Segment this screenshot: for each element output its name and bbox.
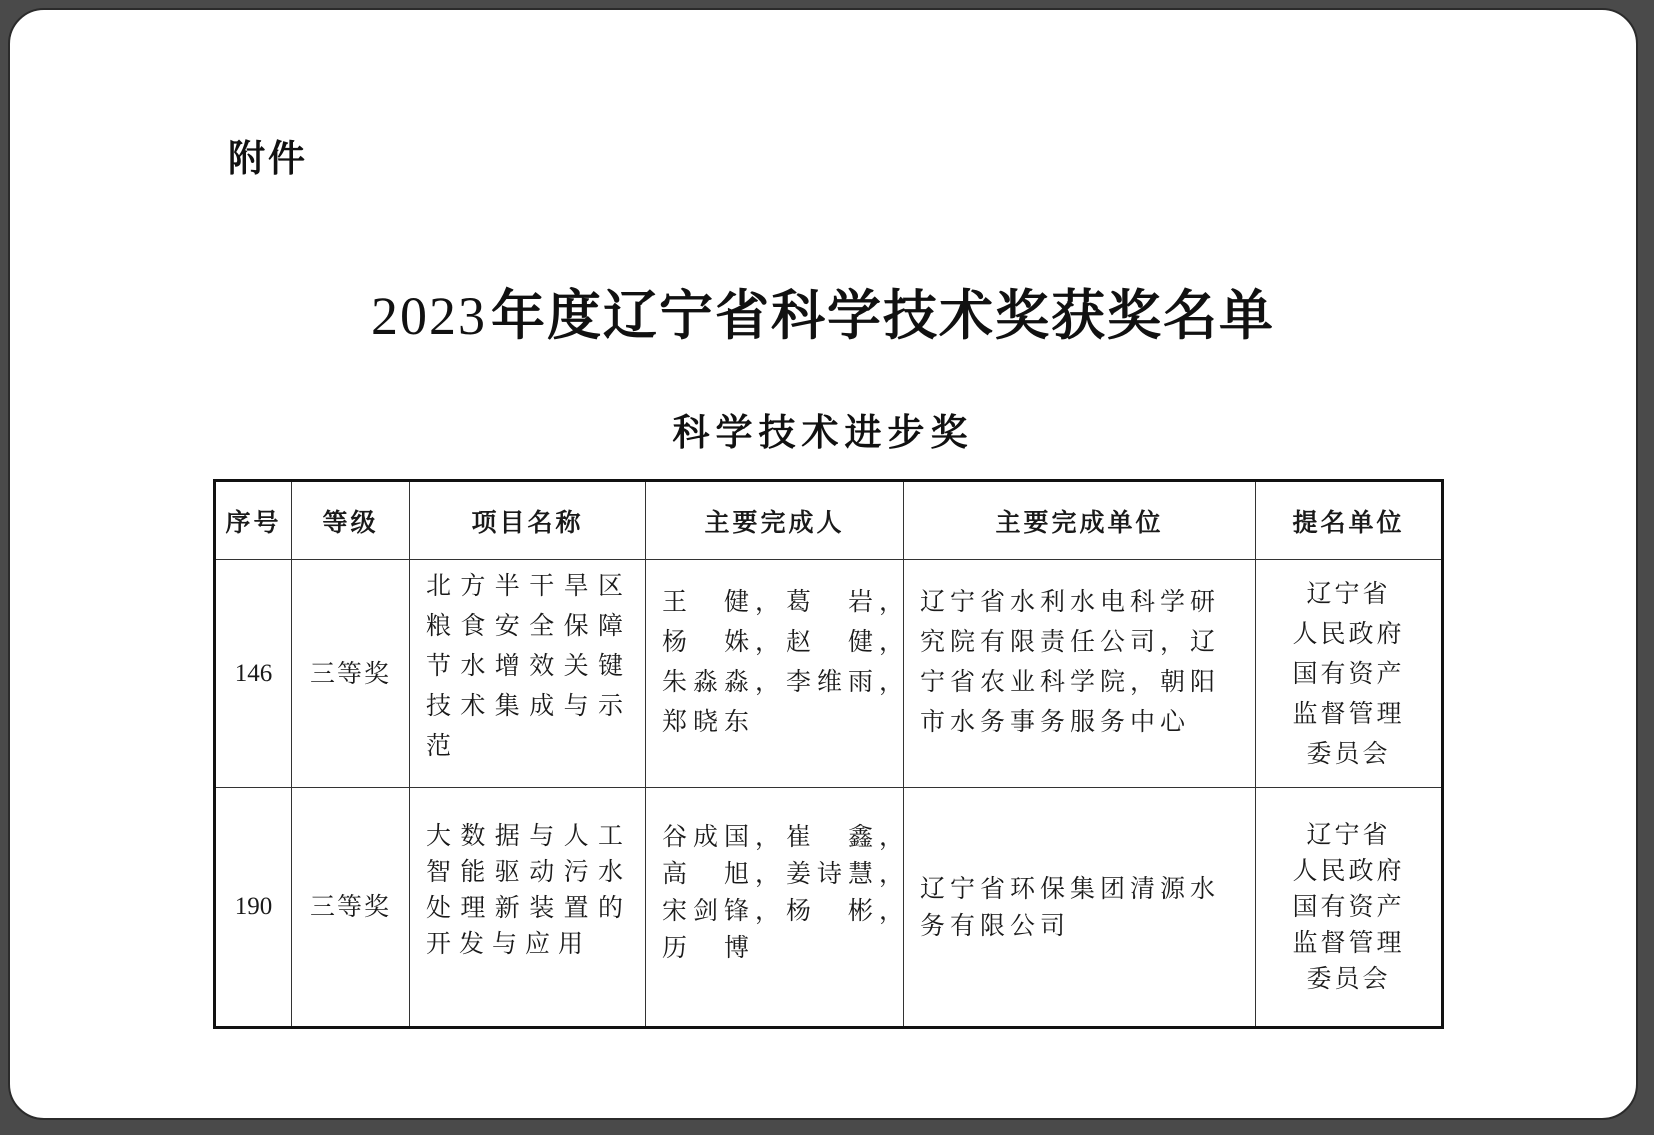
units-line: 辽宁省环保集团清源水 [920,874,1221,903]
contributors-line: 王 健，葛 岩， [662,587,911,616]
project-line: 范 [426,731,460,760]
title-text: 年度辽宁省科学技术奖获奖名单 [491,283,1275,347]
project-line: 大数据与人工 [426,821,631,850]
header-project-name: 项目名称 [410,481,646,560]
units-line: 辽宁省水利水电科学研 [920,587,1221,616]
contributors-line: 杨 姝，赵 健， [662,627,911,656]
cell-project-name [410,560,646,788]
header-nominating-unit: 提名单位 [1256,481,1443,560]
nominator-line: 委员会 [1306,738,1391,768]
project-line: 处理新装置的 [426,893,631,922]
units-line: 市水务事务服务中心 [920,707,1191,736]
project-line: 开发与应用 [426,929,592,958]
nominator-line: 国有资产 [1292,658,1405,688]
nominator-line: 国有资产 [1292,892,1405,921]
awards-table [213,479,1444,1029]
cell-contributors [646,560,911,788]
header-grade: 等级 [292,481,410,560]
nominator-line: 监督管理 [1292,698,1405,728]
title-year: 2023 [371,286,487,346]
cell-contributors [646,788,911,1028]
contributors-line: 朱淼淼，李维雨， [662,667,911,696]
nominator-line: 辽宁省 [1306,820,1391,849]
project-line: 北方半干旱区 [426,571,631,600]
page-title [10,283,1636,347]
cell-nominating-unit [1256,560,1443,788]
project-line: 粮食安全保障 [426,611,631,640]
project-line: 节水增效关键 [426,651,631,680]
units-line: 宁省农业科学院，朝阳 [920,667,1221,696]
nominator-line: 人民政府 [1292,618,1405,648]
cell-number: 190 [215,788,292,1028]
contributors-line: 历 博 [662,933,756,962]
header-number: 序号 [215,481,292,560]
project-line: 智能驱动污水 [426,857,631,886]
section-subtitle: 科学技术进步奖 [672,411,974,454]
table-row [215,788,1443,1028]
table-row [215,560,1443,788]
table-header-row [215,481,1443,560]
cell-project-name [410,788,646,1028]
contributors-line: 郑晓东 [662,707,756,736]
nominator-line: 委员会 [1306,964,1391,993]
header-main-units: 主要完成单位 [904,481,1256,560]
cell-grade: 三等奖 [292,560,410,788]
units-line: 务有限公司 [920,911,1071,940]
contributors-line: 谷成国，崔 鑫， [662,822,911,851]
cell-units [904,560,1256,788]
cell-number: 146 [215,560,292,788]
cell-grade: 三等奖 [292,788,410,1028]
cell-units [904,788,1256,1028]
header-main-contributors: 主要完成人 [646,481,904,560]
contributors-line: 宋剑锋，杨 彬， [662,896,911,925]
units-line: 究院有限责任公司，辽 [920,627,1221,656]
cell-nominating-unit [1256,788,1443,1028]
contributors-line: 高 旭，姜诗慧， [662,859,911,888]
nominator-line: 辽宁省 [1306,578,1391,608]
nominator-line: 人民政府 [1292,856,1405,885]
project-line: 技术集成与示 [426,691,631,720]
attachment-label: 附件 [228,137,308,180]
nominator-line: 监督管理 [1292,928,1405,957]
